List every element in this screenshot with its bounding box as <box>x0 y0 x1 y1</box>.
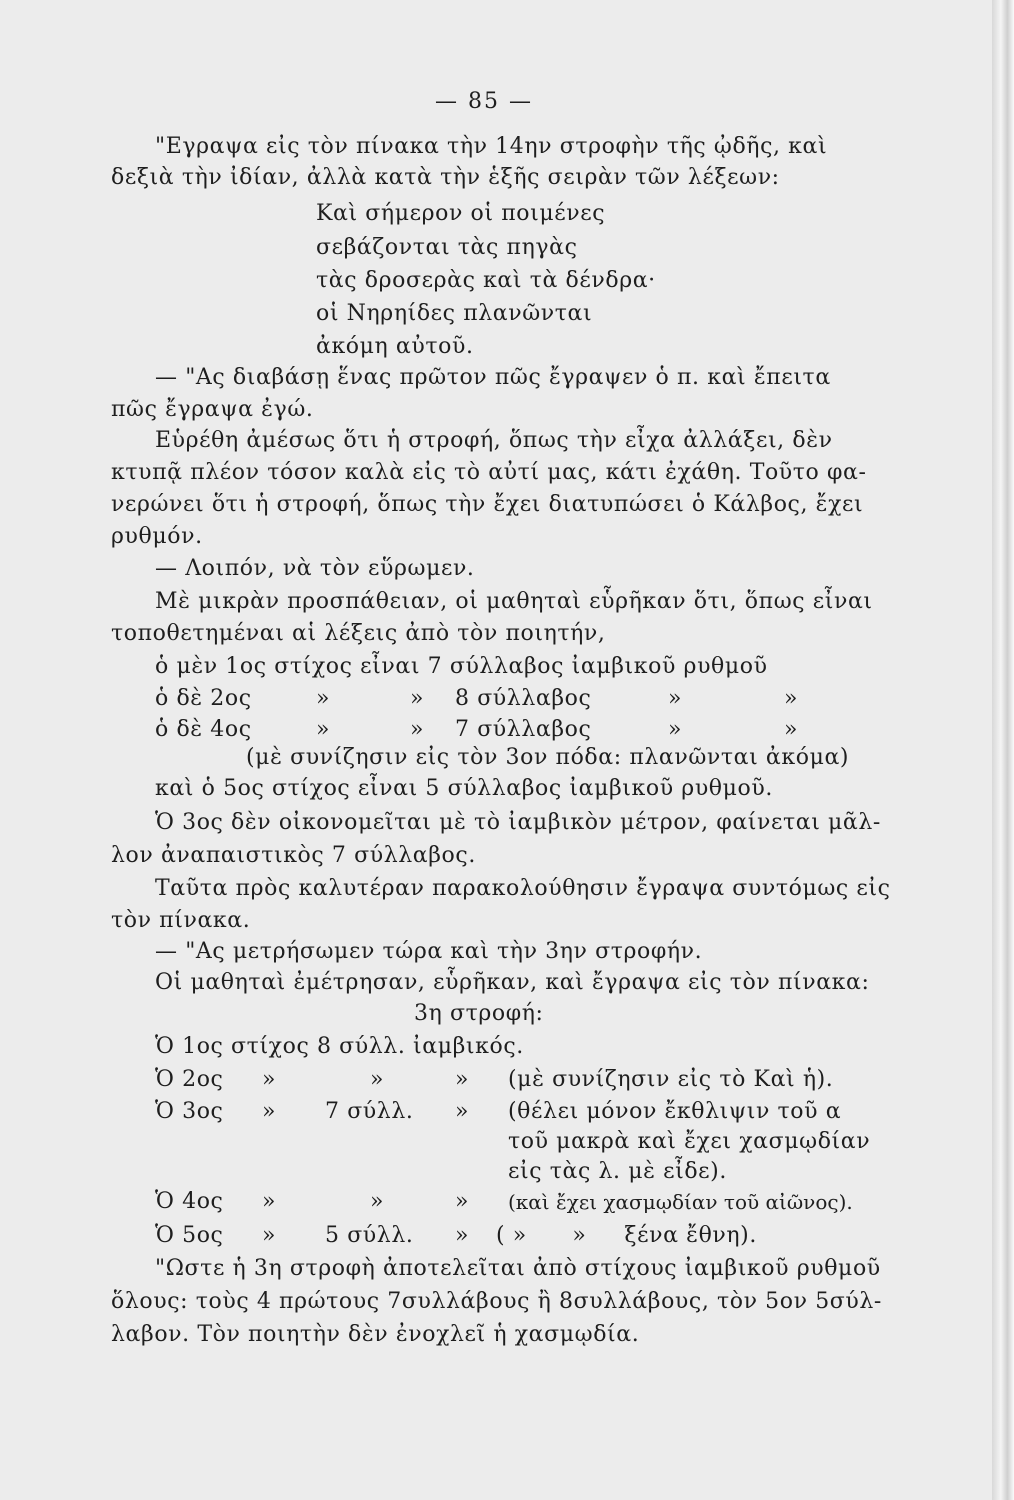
table-cell: (θέλει μόνον ἔκθλιψιν τοῦ α <box>508 1099 842 1124</box>
table-cell: » <box>410 717 425 742</box>
table-cell: » <box>455 1067 470 1092</box>
text-line: "Εγραψα εἰς τὸν πίνακα τὴν 14ην στροφὴν τῆς ᾠδῆς, καὶ <box>155 134 828 159</box>
table-cell: » <box>455 1099 470 1124</box>
text-line: νερώνει ὅτι ἡ στροφή, ὅπως τὴν ἔχει διατυπώσει ὁ Κάλβος, ἔχει <box>111 492 864 517</box>
table-cell: 7 σύλλαβος <box>455 717 592 742</box>
table-cell: » <box>262 1067 277 1092</box>
table-heading: 3η στροφή: <box>414 1001 544 1026</box>
table-cell: 5 σύλλ. <box>325 1223 414 1248</box>
table-cell: Ὁ 2ος <box>155 1067 224 1092</box>
table-cell: » <box>262 1099 277 1124</box>
table-cell: » <box>262 1189 277 1214</box>
text-line: κτυπᾷ πλέον τόσον καλὰ εἰς τὸ αὐτί μας, κάτι ἐχάθη. Τοῦτο φα- <box>111 460 867 485</box>
table-cell: ὁ δὲ 4ος <box>155 717 252 742</box>
table-cell: » <box>262 1223 277 1248</box>
table-cell: (καὶ ἔχει χασμῳδίαν τοῦ αἰῶνος). <box>508 1190 853 1214</box>
table-cell: » <box>784 717 799 742</box>
poem-line: σεβάζονται τὰς πηγὰς <box>316 235 578 260</box>
page-number: — 85 — <box>435 89 533 114</box>
table-cell: τοῦ μακρὰ καὶ ἔχει χασμῳδίαν <box>508 1129 871 1154</box>
text-line: Ὁ 3ος δὲν οἰκονομεῖται μὲ τὸ ἰαμβικὸν μέτρον, φαίνεται μᾶλ- <box>155 810 881 835</box>
text-line: Ὁ 1ος στίχος 8 σύλλ. ἰαμβικός. <box>155 1034 524 1059</box>
text-line: ὅλους: τοὺς 4 πρώτους 7συλλάβους ἢ 8συλλάβους, τὸν 5ον 5σύλ- <box>111 1289 882 1314</box>
poem-line: ἀκόμη αὐτοῦ. <box>316 334 474 359</box>
text-line: — Λοιπόν, νὰ τὸν εὕρωμεν. <box>155 556 475 581</box>
table-cell: » <box>455 1189 470 1214</box>
table-cell: (μὲ συνίζησιν εἰς τὸ Καὶ ἡ). <box>508 1067 834 1092</box>
text-line: λον ἀναπαιστικὸς 7 σύλλαβος. <box>111 843 476 868</box>
table-cell: ὁ δὲ 2ος <box>155 686 252 711</box>
table-cell: Ὁ 4ος <box>155 1189 224 1214</box>
text-line: — "Ας μετρήσωμεν τώρα καὶ τὴν 3ην στροφήν. <box>155 939 703 964</box>
table-cell: » <box>455 1223 470 1248</box>
text-line: ὁ μὲν 1ος στίχος εἶναι 7 σύλλαβος ἰαμβικοῦ ρυθμοῦ <box>155 654 768 679</box>
text-line: καὶ ὁ 5ος στίχος εἶναι 5 σύλλαβος ἰαμβικοῦ ρυθμοῦ. <box>155 776 773 801</box>
text-line: δεξιὰ τὴν ἰδίαν, ἀλλὰ κατὰ τὴν ἑξῆς σειρὰν τῶν λέξεων: <box>111 165 780 190</box>
table-cell: » <box>316 686 331 711</box>
poem-line: Καὶ σήμερον οἱ ποιμένες <box>316 201 606 226</box>
table-cell: ( » » ξένα ἔθνη). <box>496 1223 757 1248</box>
text-line: λαβον. Τὸν ποιητὴν δὲν ἐνοχλεῖ ἡ χασμῳδία. <box>111 1322 640 1347</box>
poem-line: τὰς δροσερὰς καὶ τὰ δένδρα· <box>316 268 656 293</box>
table-cell: » <box>316 717 331 742</box>
text-line: ρυθμόν. <box>111 524 203 549</box>
table-cell: » <box>784 686 799 711</box>
table-cell: » <box>668 717 683 742</box>
table-cell: 7 σύλλ. <box>325 1099 414 1124</box>
text-line: Μὲ μικρὰν προσπάθειαν, οἱ μαθηταὶ εὗρῆκαν ὅτι, ὅπως εἶναι <box>155 589 873 614</box>
text-line: Ταῦτα πρὸς καλυτέραν παρακολούθησιν ἔγραψα συντόμως εἰς <box>155 876 891 901</box>
table-cell: εἰς τὰς λ. μὲ εἶδε). <box>508 1159 727 1184</box>
table-cell: » <box>370 1067 385 1092</box>
table-cell: » <box>370 1189 385 1214</box>
text-line: τὸν πίνακα. <box>111 908 251 933</box>
text-line: "Ωστε ἡ 3η στροφὴ ἀποτελεῖται ἀπὸ στίχους ἰαμβικοῦ ρυθμοῦ <box>155 1256 881 1281</box>
text-line: (μὲ συνίζησιν εἰς τὸν 3ον πόδα: πλανῶνται ἀκόμα) <box>246 745 850 770</box>
page-edge <box>992 0 1014 1500</box>
text-line: — "Ας διαβάσῃ ἕνας πρῶτον πῶς ἔγραψεν ὁ π. καὶ ἔπειτα <box>155 365 831 390</box>
table-cell: Ὁ 5ος <box>155 1223 224 1248</box>
text-line: πῶς ἔγραψα ἐγώ. <box>111 397 314 422</box>
table-cell: » <box>668 686 683 711</box>
text-line: Οἱ μαθηταὶ ἐμέτρησαν, εὗρῆκαν, καὶ ἔγραψα εἰς τὸν πίνακα: <box>155 970 870 995</box>
text-line: Εὑρέθη ἀμέσως ὅτι ἡ στροφή, ὅπως τὴν εἶχα ἀλλάξει, δὲν <box>155 428 833 453</box>
poem-line: οἱ Νηρηίδες πλανῶνται <box>316 301 593 326</box>
text-line: τοποθετημέναι αἱ λέξεις ἀπὸ τὸν ποιητήν, <box>111 621 606 646</box>
table-cell: » <box>410 686 425 711</box>
table-cell: 8 σύλλαβος <box>455 686 592 711</box>
table-cell: Ὁ 3ος <box>155 1099 224 1124</box>
